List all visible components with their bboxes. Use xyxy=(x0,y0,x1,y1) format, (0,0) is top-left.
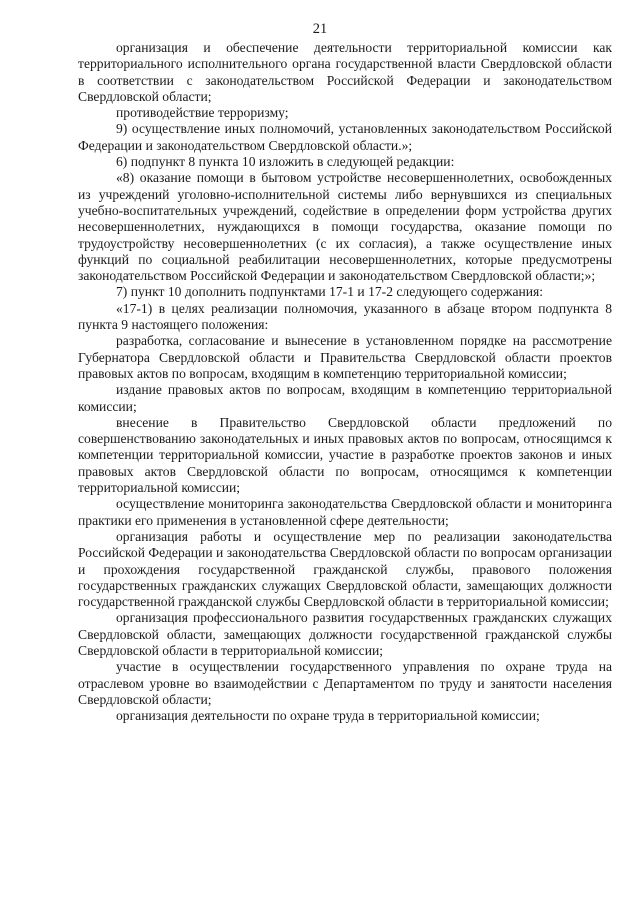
document-paragraph: внесение в Правительство Свердловской области предложений по совершенствованию законодательных и иных правовых актов по вопросам, относящимся к компетенции территориальной комиссии, участие в разработке проектов законов и иных правовых актов Свердловской области по вопросам, относящимся к компетенции территориальной комиссии; xyxy=(78,414,612,496)
document-body xyxy=(78,40,612,724)
document-paragraph: издание правовых актов по вопросам, входящим в компетенцию территориальной комиссии; xyxy=(78,382,612,414)
document-paragraph: 6) подпункт 8 пункта 10 изложить в следующей редакции: xyxy=(116,154,455,170)
document-paragraph: организация деятельности по охране труда в территориальной комиссии; xyxy=(116,708,540,724)
document-paragraph: разработка, согласование и вынесение в установленном порядке на рассмотрение Губернатора Свердловской области и Правительства Свердловской области проектов правовых актов по вопросам, входящим в компетенцию территориальной комиссии; xyxy=(78,333,612,381)
document-paragraph: участие в осуществлении государственного управления по охране труда на отраслевом уровне во взаимодействии с Департаментом по труду и занятости населения Свердловской области; xyxy=(78,659,612,707)
document-paragraph: организация работы и осуществление мер по реализации законодательства Российской Федерации и законодательства Свердловской области по вопросам организации и прохождения государственной гражданской службы, правового положения государственных гражданских служащих Свердловской области, замещающих должности государственной гражданской службы Свердловской области в территориальной комиссии; xyxy=(78,528,612,610)
document-paragraph: 9) осуществление иных полномочий, установленных законодательством Российской Федерации и законодательством Свердловской области.»; xyxy=(78,121,612,153)
document-paragraph: противодействие терроризму; xyxy=(116,105,289,121)
document-paragraph: осуществление мониторинга законодательства Свердловской области и мониторинга практики его применения в установленной сфере деятельности; xyxy=(78,496,612,528)
document-paragraph: «17-1) в целях реализации полномочия, указанного в абзаце втором подпункта 8 пункта 9 настоящего положения: xyxy=(78,300,612,333)
page-number: 21 xyxy=(312,21,328,37)
document-paragraph: «8) оказание помощи в бытовом устройстве несовершеннолетних, освобожденных из учреждений уголовно-исполнительной системы либо вернувшихся из специальных учебно-воспитательных учреждений, содействие в определении форм устройства других несовершеннолетних, нуждающихся в помощи государства, оказание помощи по трудоустройству несовершеннолетних (с их согласия), а также осуществление иных функций по социальной реабилитации несовершеннолетних, которые предусмотрены законодательством Российской Федерации и законодательством Свердловской области;»; xyxy=(78,170,612,284)
document-paragraph: организация и обеспечение деятельности территориальной комиссии как территориального исполнительного органа государственной власти Свердловской области в соответствии с законодательством Российской Федерации и законодательством Свердловской области; xyxy=(78,40,612,104)
document-paragraph: 7) пункт 10 дополнить подпунктами 17-1 и 17-2 следующего содержания: xyxy=(116,284,544,300)
document-paragraph: организация профессионального развития государственных гражданских служащих Свердловской области, замещающих должности государственной гражданской службы Свердловской области в территориальной комиссии; xyxy=(78,610,612,658)
